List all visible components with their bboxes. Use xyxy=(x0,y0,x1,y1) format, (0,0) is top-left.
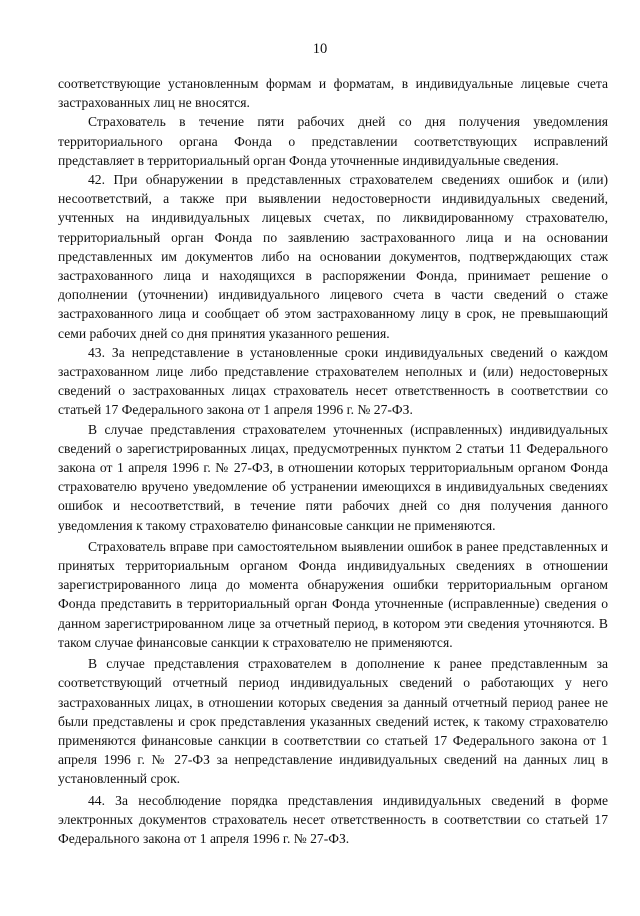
paragraph-self-detected-errors: Страхователь вправе при самостоятельном выявлении ошибок в ранее представленных и принятых территориальным органом Фонда индивидуальных сведениях в отношении зарегистрированного лица до момента обнаружения ошибки территориальным органом Фонда представить в территориальный орган Фонда уточненные (исправленные) сведения о данном зарегистрированном лице за отчетный период, в котором эти сведения уточняются. В таком случае финансовые санкции к страхователю не применяются. xyxy=(58,538,608,650)
paragraph-additional-info: В случае представления страхователем в дополнение к ранее представленным за соответствующий отчетный период индивидуальных сведений о работающих у него застрахованных лицах, в отношении которых сведения за данный отчетный период ранее не были представлены и срок представления указанных сведений истек, к такому страхователю применяются финансовые санкции в соответствии со статьей 17 Федерального закона от 1 апреля 1996 г. № 27-ФЗ за непредставление индивидуальных сведений на данных лиц в установленный срок. xyxy=(58,656,608,787)
paragraph-item-42: 42. При обнаружении в представленных страхователем сведениях ошибок и (или) несоответствий, а также при выявлении недостоверности индивидуальных сведений, учтенных на индивидуальных лицевых счетах, по ликвидированному страхователю, территориальный орган Фонда по заявлению застрахованного лица и на основании представленных им документов либо на основании документов, подтверждающих стаж застрахованного лица и находящихся в распоряжении Фонда, принимает решение о дополнении (уточнении) индивидуального лицевого счета в части сведений о стаже застрахованного лица и сообщает об этом застрахованному лицу в срок, не превышающий семи рабочих дней со дня принятия указанного решения. xyxy=(58,172,608,341)
paragraph-item-44: 44. За несоблюдение порядка представления индивидуальных сведений в форме электронных документов страхователь несет ответственность в соответствии со статьей 17 Федерального закона от 1 апреля 1996 г. № 27-ФЗ. xyxy=(58,792,608,846)
paragraph-corrected-info: В случае представления страхователем уточненных (исправленных) индивидуальных сведений о зарегистрированных лицах, предусмотренных пунктом 2 статьи 11 Федерального закона от 1 апреля 1996 г. № 27-ФЗ, в отношении которых территориальным органом Фонда страхователю вручено уведомление об устранении имеющихся в индивидуальных сведениях ошибок и несоответствий, в течение пяти рабочих дней со дня получения данного уведомления к такому страхователю финансовые санкции не применяются. xyxy=(58,421,608,533)
paragraph-insurer-corrections: Страхователь в течение пяти рабочих дней со дня получения уведомления территориального органа Фонда о представлении соответствующих исправлений представляет в территориальный орган Фонда уточненные индивидуальные сведения. xyxy=(58,114,608,168)
paragraph-item-43: 43. За непредставление в установленные сроки индивидуальных сведений о каждом застрахованном лице либо представление страхователем неполных и (или) недостоверных сведений о застрахованных лицах страхователь несет ответственность в соответствии со статьей 17 Федерального закона от 1 апреля 1996 г. № 27-ФЗ. xyxy=(58,344,608,418)
paragraph-continuation: соответствующие установленным формам и форматам, в индивидуальные лицевые счета застрахованных лиц не вносятся. xyxy=(58,76,608,111)
document-body xyxy=(58,74,608,848)
page-number: 10 xyxy=(312,41,328,57)
